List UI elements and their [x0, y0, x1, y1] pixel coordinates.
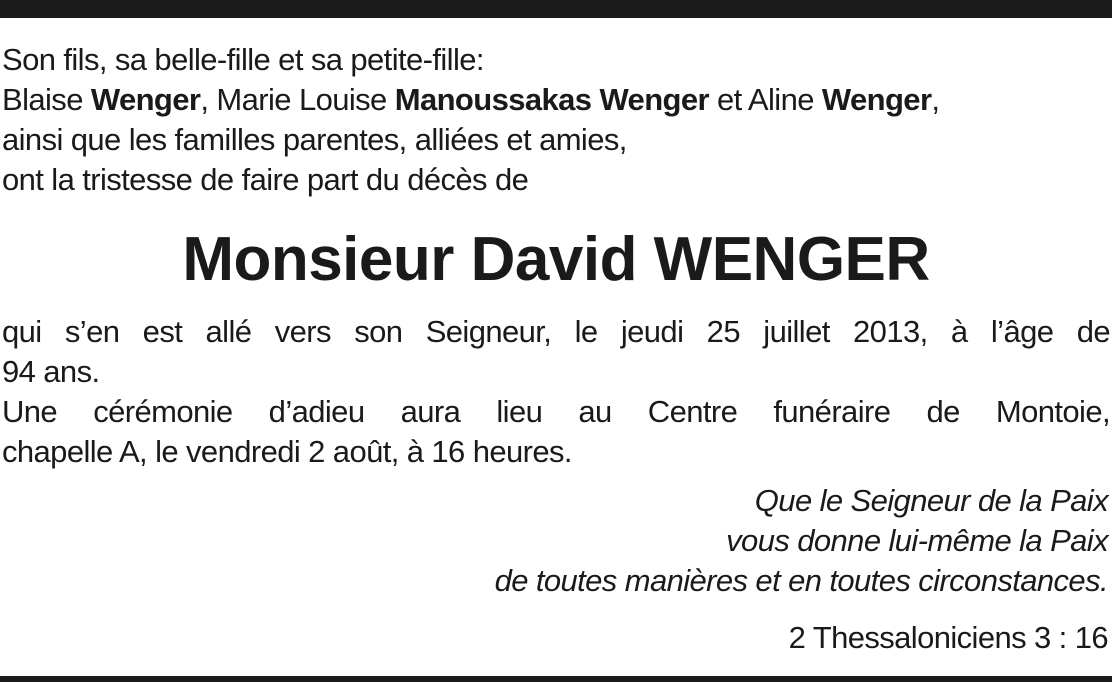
body-line-1: qui s’en est allé vers son Seigneur, le jeudi 25 juillet 2013, à l’âge de	[2, 314, 1110, 349]
scripture-reference: 2 Thessaloniciens 3 : 16	[788, 620, 1108, 655]
announcement-intro	[2, 40, 1110, 200]
verse-line-3: de toutes manières et en toutes circonstances.	[494, 563, 1108, 598]
family-first-name: Blaise	[2, 82, 91, 117]
announcement-body	[2, 312, 1110, 472]
family-surname: Wenger	[821, 82, 932, 117]
scripture-verse	[208, 481, 1108, 601]
intro-line-1: Son fils, sa belle-fille et sa petite-fille:	[2, 42, 484, 77]
body-line-2: 94 ans.	[2, 354, 100, 389]
bottom-border-rule	[0, 676, 1112, 682]
family-surname: Wenger	[90, 82, 201, 117]
intro-line-4: ont la tristesse de faire part du décès de	[2, 162, 529, 197]
line-end-punctuation: ,	[931, 82, 940, 117]
verse-line-1: Que le Seigneur de la Paix	[754, 483, 1108, 518]
family-surname: Manoussakas Wenger	[394, 82, 709, 117]
verse-line-2: vous donne lui-même la Paix	[726, 523, 1108, 558]
body-line-4: chapelle A, le vendredi 2 août, à 16 heures.	[2, 434, 572, 469]
name-separator: , Marie Louise	[200, 82, 395, 117]
intro-line-3: ainsi que les familles parentes, alliées et amies,	[2, 122, 627, 157]
name-separator: et Aline	[708, 82, 822, 117]
top-border-rule	[0, 0, 1112, 18]
deceased-name-heading: Monsieur David WENGER	[182, 225, 930, 294]
body-line-3: Une cérémonie d’adieu aura lieu au Centre funéraire de Montoie,	[2, 394, 1110, 429]
intro-line-2	[2, 80, 1110, 120]
